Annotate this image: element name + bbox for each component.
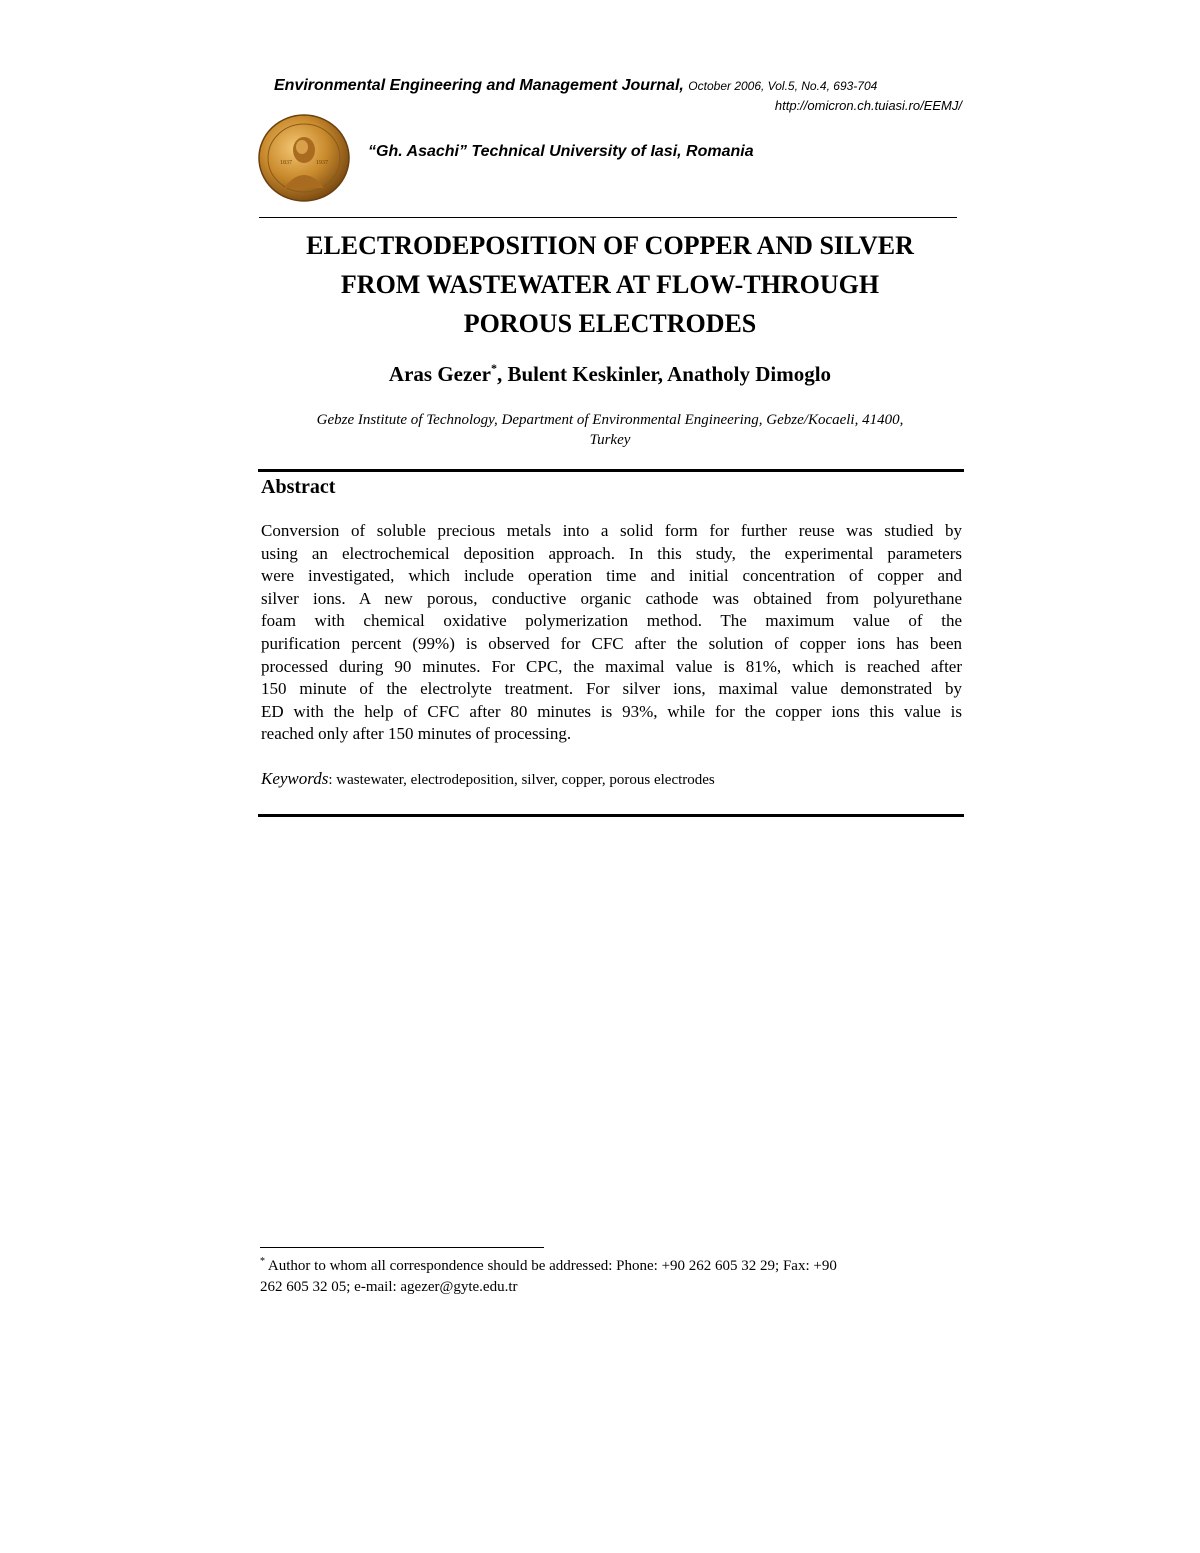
abstract-line: ED with the help of CFC after 80 minutes is 93%, while for the copper ions this value is [261, 701, 962, 721]
journal-header [274, 76, 964, 96]
abstract-line: using an electrochemical deposition approach. In this study, the experimental parameters [261, 543, 962, 563]
footnote-contact: 262 605 32 05; e-mail: agezer@gyte.edu.tr [260, 1279, 518, 1295]
author-rest: , Bulent Keskinler, Anatholy Dimoglo [496, 362, 832, 386]
footnote-divider [260, 1247, 544, 1248]
journal-issue: October 2006, Vol.5, No.4, 693-704 [688, 79, 878, 93]
university-name: “Gh. Asachi” Technical University of Iasi, Romania [368, 143, 754, 160]
keywords-label: Keywords [261, 769, 329, 788]
footnote-line [260, 1256, 960, 1277]
author-first: Aras Gezer [388, 362, 491, 386]
abstract-line: 150 minute of the electrolyte treatment. For silver ions, maximal value demonstrated by [261, 679, 962, 699]
svg-text:1837: 1837 [280, 160, 292, 166]
title-line: FROM WASTEWATER AT FLOW-THROUGH [340, 270, 880, 299]
abstract-line: foam with chemical oxidative polymerization method. The maximum value of the [261, 611, 962, 631]
abstract-line: purification percent (99%) is observed for CFC after the solution of copper ions has been [261, 633, 962, 653]
footnote [260, 1256, 960, 1298]
affiliation [258, 410, 962, 450]
abstract-body [261, 520, 962, 746]
title-line: POROUS ELECTRODES [463, 309, 757, 338]
footnote-text: Author to whom all correspondence should be addressed: Phone: +90 262 605 32 29; Fax: +90 [265, 1258, 837, 1274]
affiliation-line: Turkey [589, 432, 631, 448]
affiliation-line: Gebze Institute of Technology, Department of Environmental Engineering, Gebze/Kocaeli, 41400, [316, 412, 904, 428]
svg-text:1937: 1937 [316, 160, 328, 166]
author-list [260, 360, 960, 388]
header-divider [259, 217, 957, 218]
journal-name: Environmental Engineering and Management Journal, [274, 77, 684, 94]
keywords-text: : wastewater, electrodeposition, silver, copper, porous electrodes [328, 772, 715, 788]
footnote-marker: * [260, 1256, 265, 1267]
correspondence-marker[interactable]: * [490, 361, 497, 375]
abstract-bottom-rule [258, 814, 964, 817]
abstract-line: processed during 90 minutes. For CPC, the maximal value is 81%, which is reached after [261, 656, 962, 676]
abstract-line: were investigated, which include operation time and initial concentration of copper and [261, 566, 962, 586]
title-line: ELECTRODEPOSITION OF COPPER AND SILVER [306, 231, 914, 260]
abstract-line: Conversion of soluble precious metals into a solid form for further reuse was studied by [261, 521, 962, 540]
journal-url[interactable]: http://omicron.ch.tuiasi.ro/EEMJ/ [774, 98, 962, 113]
university-medal-icon [258, 114, 350, 202]
abstract-line: silver ions. A new porous, conductive organic cathode was obtained from polyurethane [261, 588, 962, 608]
abstract-line: reached only after 150 minutes of processing. [261, 724, 572, 744]
abstract-heading: Abstract [261, 476, 336, 498]
keywords [261, 768, 715, 791]
abstract-top-rule [258, 469, 964, 472]
paper-title [260, 226, 960, 343]
